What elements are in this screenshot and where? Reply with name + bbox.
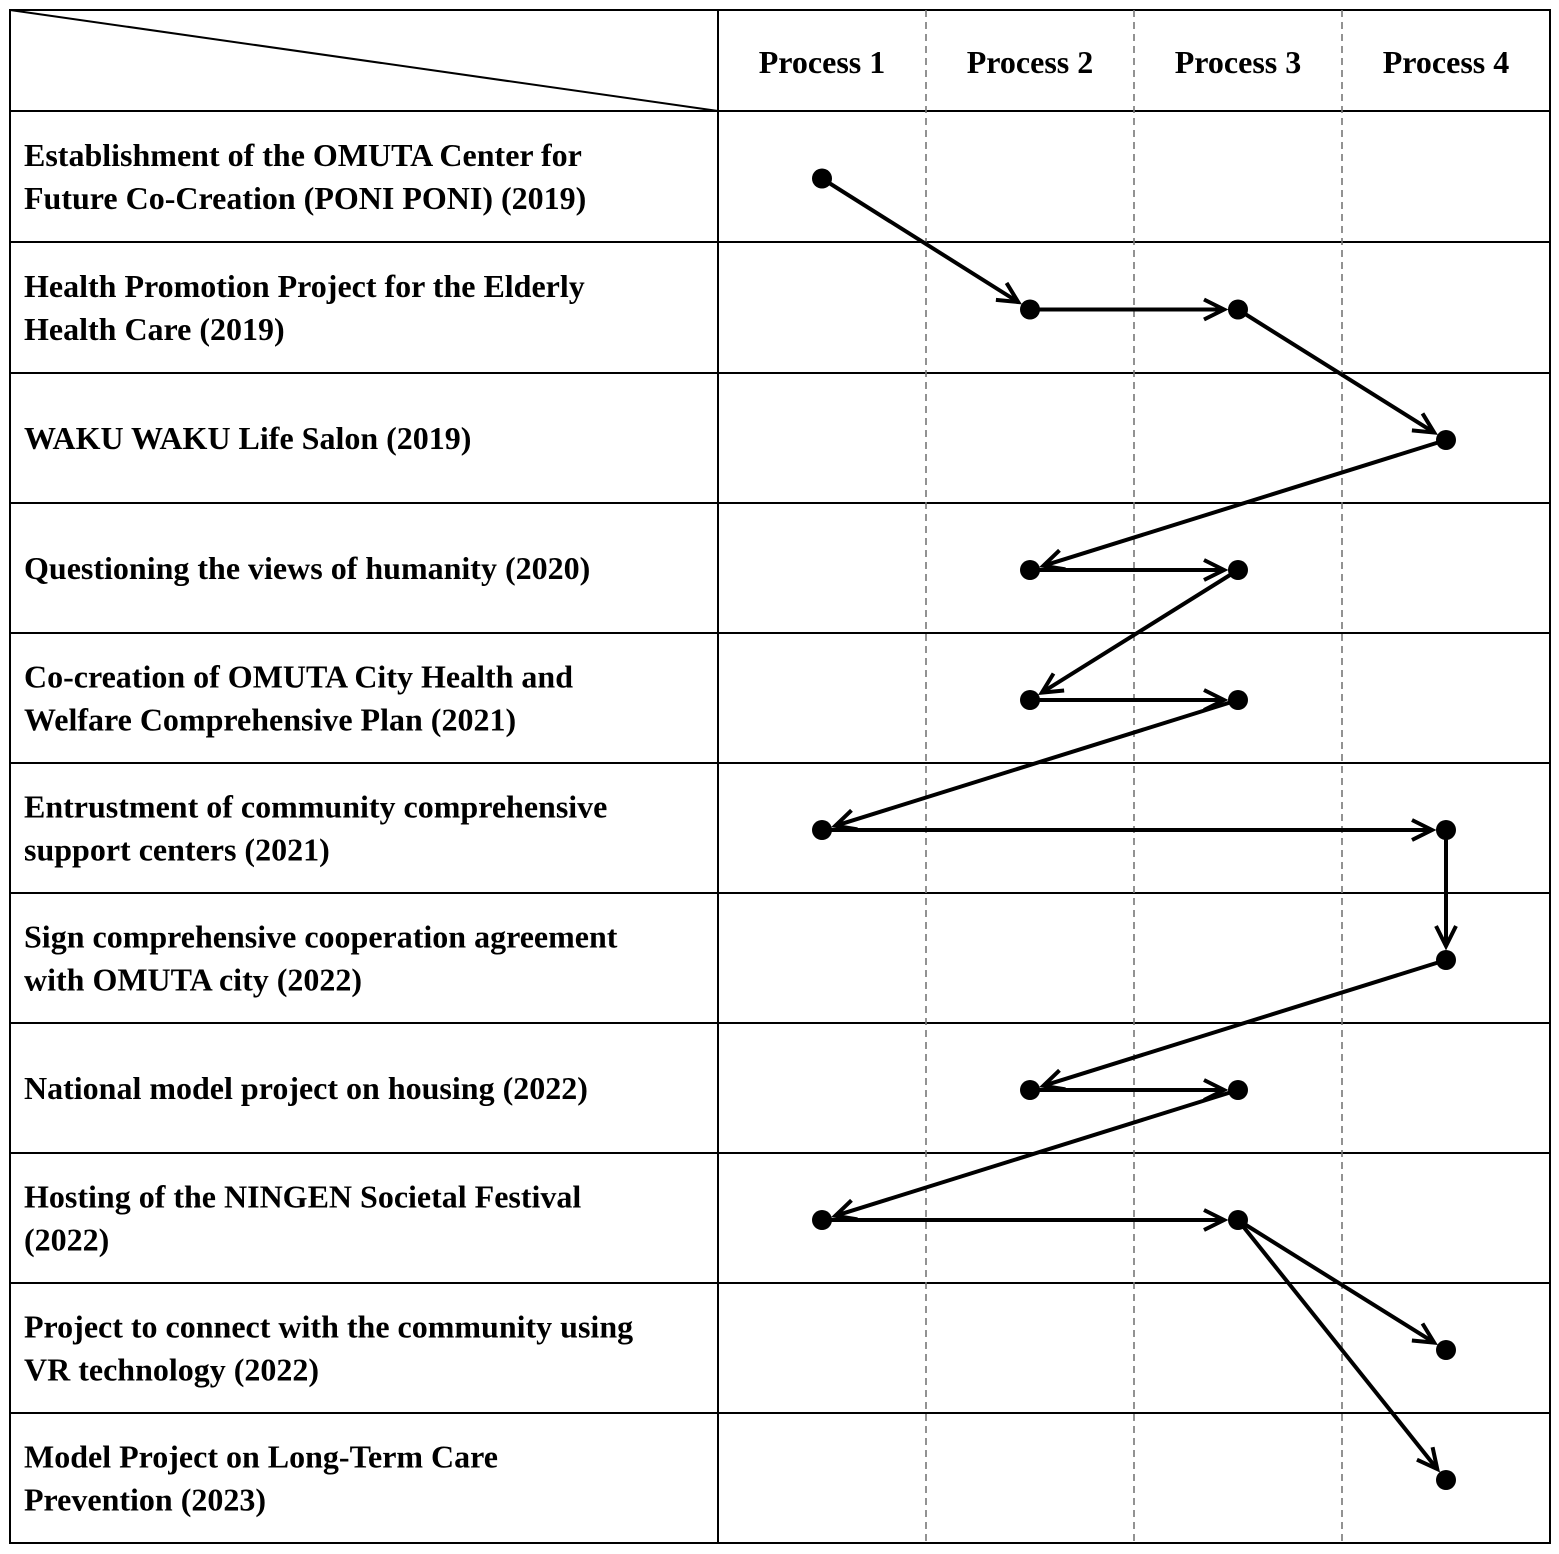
node-row2-process2 <box>1020 300 1040 320</box>
node-row5-process2 <box>1020 690 1040 710</box>
flow-arrow-10 <box>1436 830 1456 946</box>
row-label-line: Project to connect with the community using <box>24 1308 634 1345</box>
row-label-line: Establishment of the OMUTA Center for <box>24 137 582 173</box>
row-label-line: National model project on housing (2022) <box>24 1070 588 1106</box>
flow-arrow-15 <box>1238 1220 1434 1343</box>
node-row4-process2 <box>1020 560 1040 580</box>
row-label-line: with OMUTA city (2022) <box>24 961 363 998</box>
node-row4-process3 <box>1228 560 1248 580</box>
row-label-line: (2022) <box>24 1221 110 1258</box>
row-label-line: WAKU WAKU Life Salon (2019) <box>24 420 472 456</box>
row-label-line: Health Promotion Project for the Elderly <box>24 268 585 304</box>
row-label-line: Prevention (2023) <box>24 1481 267 1518</box>
node-row6-process1 <box>812 820 832 840</box>
row-label-line: Entrustment of community comprehensive <box>24 788 608 825</box>
flow-arrow-11 <box>1043 960 1446 1089</box>
row-label-8 <box>24 1070 588 1106</box>
flow-arrow-9 <box>822 820 1432 840</box>
row-label-11 <box>24 1439 498 1518</box>
node-row3-process4 <box>1436 430 1456 450</box>
row-labels <box>24 137 633 1518</box>
row-label-line: Future Co-Creation (PONI PONI) (2019) <box>24 180 587 216</box>
row-label-3 <box>24 420 471 456</box>
flow-arrow-1 <box>822 179 1018 303</box>
node-row9-process3 <box>1228 1210 1248 1230</box>
node-row9-process1 <box>812 1210 832 1230</box>
flow-arrow-7 <box>1030 690 1224 710</box>
row-label-4 <box>24 550 590 586</box>
row-label-2 <box>24 268 585 347</box>
header-row <box>10 10 1509 111</box>
row-label-5 <box>24 659 573 738</box>
row-label-line: VR technology (2022) <box>24 1351 320 1388</box>
row-label-10 <box>24 1309 633 1388</box>
node-row2-process3 <box>1228 300 1248 320</box>
row-label-line: Co-creation of OMUTA City Health and <box>24 658 573 695</box>
row-label-line: Welfare Comprehensive Plan (2021) <box>24 701 517 738</box>
flow-arrow-13 <box>835 1090 1238 1219</box>
arrow-shaft <box>1042 570 1238 693</box>
row-label-line: support centers (2021) <box>24 831 330 868</box>
node-row8-process2 <box>1020 1080 1040 1100</box>
node-row11-process4 <box>1436 1470 1456 1490</box>
row-label-line: Hosting of the NINGEN Societal Festival <box>24 1178 582 1215</box>
process-header-3: Process 3 <box>1174 44 1302 80</box>
arrow-shaft <box>1238 1220 1434 1343</box>
node-row5-process3 <box>1228 690 1248 710</box>
arrow-shaft <box>1238 1220 1437 1469</box>
flow-arrow-4 <box>1043 440 1446 569</box>
node-row7-process4 <box>1436 950 1456 970</box>
row-label-line: Questioning the views of humanity (2020) <box>24 550 591 586</box>
flow-arrow-14 <box>822 1210 1224 1230</box>
row-label-7 <box>24 919 618 998</box>
flow-arrow-3 <box>1238 310 1434 433</box>
process-header-4: Process 4 <box>1382 44 1510 80</box>
corner-diagonal-line <box>10 10 718 111</box>
arrow-shaft <box>822 179 1018 303</box>
row-label-6 <box>24 789 607 868</box>
node-row6-process4 <box>1436 820 1456 840</box>
row-label-1 <box>24 137 586 216</box>
flow-arrow-8 <box>835 700 1238 829</box>
row-label-line: Model Project on Long-Term Care <box>24 1438 498 1475</box>
process-header-1: Process 1 <box>758 44 886 80</box>
flow-arrow-16 <box>1238 1220 1437 1469</box>
arrow-shaft <box>1238 310 1434 433</box>
node-row10-process4 <box>1436 1340 1456 1360</box>
process-header-2: Process 2 <box>966 44 1094 80</box>
node-row1-process1 <box>812 169 832 189</box>
row-label-line: Sign comprehensive cooperation agreement <box>24 918 618 955</box>
flow-arrow-2 <box>1030 300 1224 320</box>
row-label-line: Health Care (2019) <box>24 311 285 347</box>
node-row8-process3 <box>1228 1080 1248 1100</box>
flow-arrow-6 <box>1042 570 1238 693</box>
row-label-9 <box>24 1179 581 1258</box>
